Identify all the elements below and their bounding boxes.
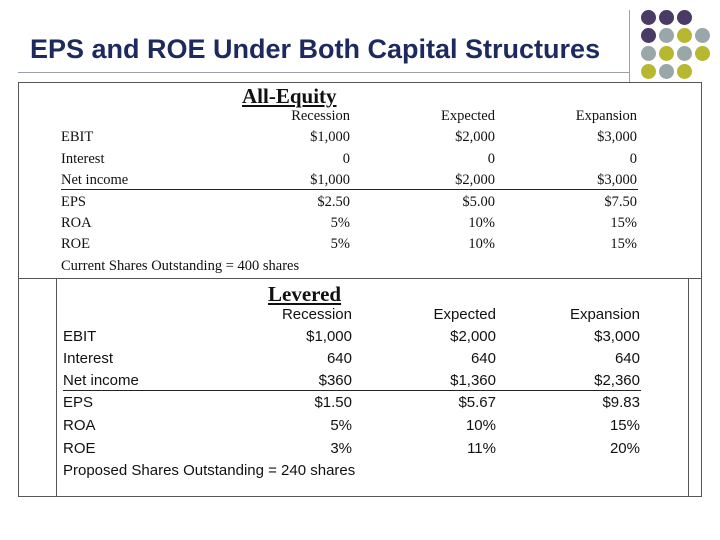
cell-value: $1,360 [450, 372, 496, 389]
decor-dot [659, 10, 674, 25]
cell-value: $2,360 [594, 372, 640, 389]
column-header-expected: Expected [433, 306, 496, 323]
levered-heading: Levered [268, 282, 342, 306]
column-header-expansion: Expansion [575, 108, 637, 124]
cell-value: $3,000 [594, 328, 640, 345]
decor-dot [641, 28, 656, 43]
decor-dot [695, 46, 710, 61]
row-label: ROA [63, 417, 96, 434]
cell-value: $1,000 [310, 129, 350, 145]
proposed-shares-note: Proposed Shares Outstanding = 240 shares [63, 462, 356, 479]
decor-dot [677, 28, 692, 43]
cell-value: 15% [610, 215, 637, 231]
decor-dot [677, 10, 692, 25]
row-label: EBIT [63, 328, 97, 345]
cell-value: $1.50 [314, 394, 352, 411]
column-header-expansion: Expansion [569, 306, 640, 323]
cell-value: $1,000 [310, 172, 350, 188]
decor-dot [659, 64, 674, 79]
slide-title: EPS and ROE Under Both Capital Structures [30, 34, 601, 64]
cell-value: 640 [614, 350, 640, 367]
cell-value: $5.67 [458, 394, 496, 411]
cell-value: $3,000 [597, 129, 637, 145]
cell-value: 640 [470, 350, 496, 367]
cell-value: $5.00 [462, 194, 495, 210]
decor-dot [695, 28, 710, 43]
decor-dot [641, 64, 656, 79]
row-label: Interest [63, 350, 114, 367]
net-income-rule [61, 189, 638, 190]
cell-value: 3% [330, 440, 352, 457]
cell-value: $2,000 [450, 328, 496, 345]
cell-value: 10% [468, 236, 495, 252]
decor-dot [677, 46, 692, 61]
current-shares-note: Current Shares Outstanding = 400 shares [61, 258, 300, 274]
row-label: EPS [61, 194, 86, 210]
cell-value: 0 [629, 151, 637, 167]
cell-value: $2,000 [455, 172, 495, 188]
decor-dot [659, 46, 674, 61]
cell-value: $2.50 [317, 194, 350, 210]
cell-value: $7.50 [604, 194, 637, 210]
title-underline [18, 72, 630, 73]
cell-value: $360 [318, 372, 352, 389]
column-header-recession: Recession [291, 108, 350, 124]
all-equity-heading: All-Equity [242, 84, 337, 108]
row-label: Net income [61, 172, 129, 188]
cell-value: 0 [487, 151, 495, 167]
row-label: Interest [61, 151, 105, 167]
cell-value: 10% [468, 215, 495, 231]
decor-dot [659, 28, 674, 43]
decor-dot [641, 46, 656, 61]
decor-dot [677, 64, 692, 79]
row-label: EPS [63, 394, 94, 411]
cell-value: 5% [330, 236, 350, 252]
cell-value: 640 [326, 350, 352, 367]
cell-value: 11% [467, 440, 496, 457]
decorative-divider [629, 10, 630, 92]
row-label: ROA [61, 215, 92, 231]
column-header-recession: Recession [281, 306, 352, 323]
cell-value: 20% [609, 440, 640, 457]
cell-value: 5% [330, 215, 350, 231]
cell-value: 0 [342, 151, 350, 167]
row-label: ROE [61, 236, 90, 252]
decor-dot [641, 10, 656, 25]
row-label: Net income [63, 372, 139, 389]
net-income-rule [63, 390, 641, 391]
cell-value: 15% [609, 417, 640, 434]
cell-value: $2,000 [455, 129, 495, 145]
column-header-expected: Expected [441, 108, 495, 124]
cell-value: $1,000 [306, 328, 352, 345]
cell-value: 15% [610, 236, 637, 252]
cell-value: $9.83 [602, 394, 640, 411]
row-label: ROE [63, 440, 96, 457]
cell-value: 5% [330, 417, 352, 434]
cell-value: 10% [465, 417, 496, 434]
row-label: EBIT [61, 129, 94, 145]
cell-value: $3,000 [597, 172, 637, 188]
